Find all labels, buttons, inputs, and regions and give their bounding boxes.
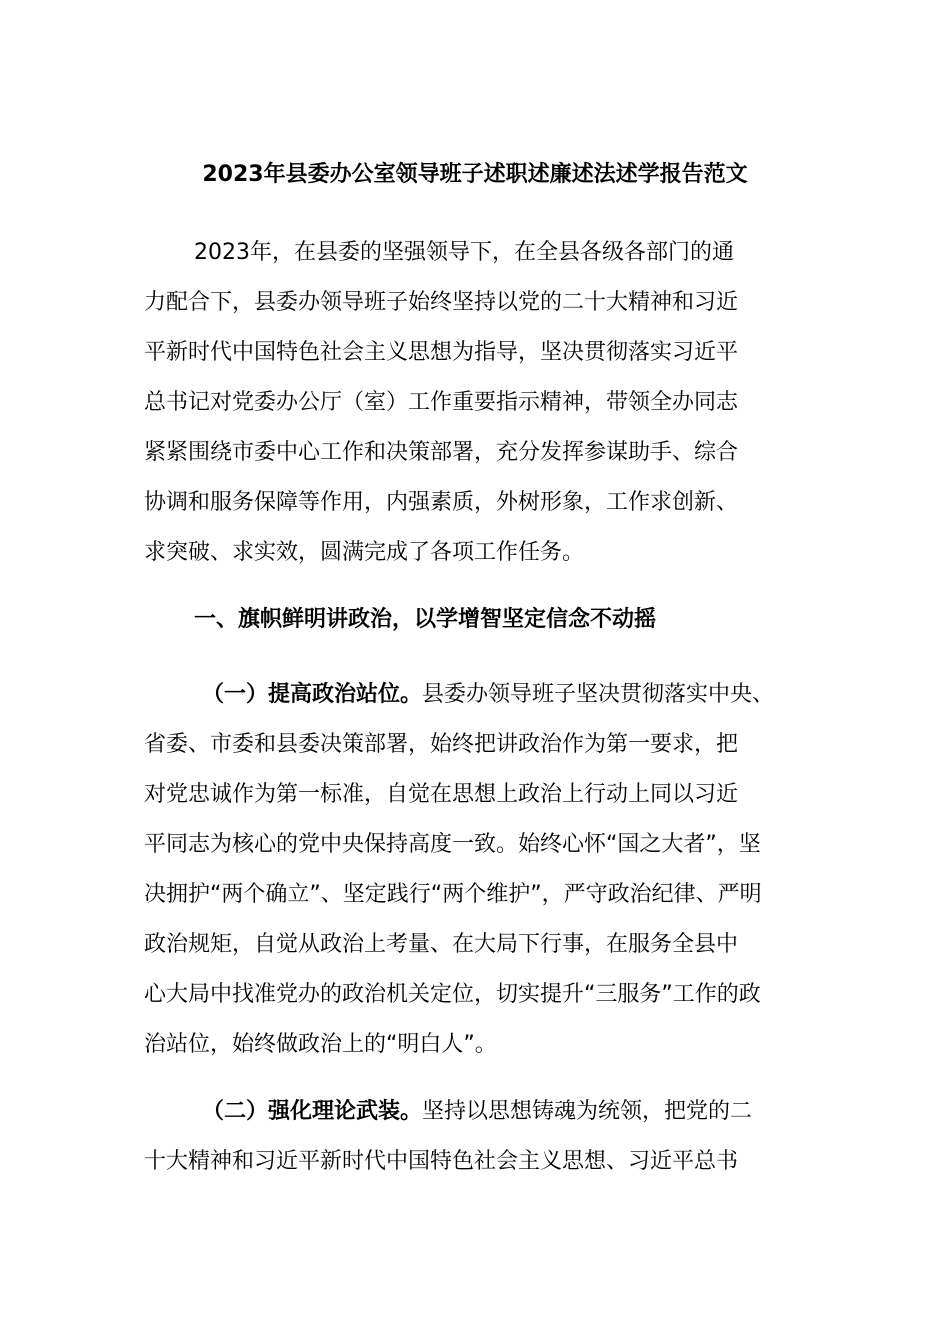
item-label: （二）强化理论武装。 <box>202 1099 423 1124</box>
paragraph-line: 治站位，始终做政治上的“明白人”。 <box>144 1032 497 1057</box>
section-heading-text: 一、旗帜鲜明讲政治，以学增智坚定信念不动摇 <box>194 607 657 632</box>
paragraph-line <box>144 1087 824 1137</box>
item-text: 县委办领导班子坚决贯彻落实中央、 <box>422 682 775 707</box>
paragraph-line: 求突破、求实效，圆满完成了各项工作任务。 <box>144 540 585 565</box>
paragraph-line: 平新时代中国特色社会主义思想为指导，坚决贯彻落实习近平 <box>144 340 739 365</box>
item-label: （一）提高政治站位。 <box>202 682 423 707</box>
paragraph-line: 决拥护“两个确立”、坚定践行“两个维护”，严守政治纪律、严明 <box>144 882 762 907</box>
paragraph-line: 对党忠诚作为第一标准，自觉在思想上政治上行动上同以习近 <box>144 782 739 807</box>
paragraph-line: 平同志为核心的党中央保持高度一致。始终心怀“国之大者”，坚 <box>144 832 761 857</box>
document-title: 2023年县委办公室领导班子述职述廉述法述学报告范文 <box>202 162 748 187</box>
paragraph-line: 十大精神和习近平新时代中国特色社会主义思想、习近平总书 <box>144 1149 739 1174</box>
paragraph-line: 政治规矩，自觉从政治上考量、在大局下行事，在服务全县中 <box>144 932 739 957</box>
paragraph-line: 2023年，在县委的坚强领导下，在全县各级各部门的通 <box>194 240 734 265</box>
paragraph-line: 力配合下，县委办领导班子始终坚持以党的二十大精神和习近 <box>144 290 739 315</box>
intro-paragraph <box>144 228 824 578</box>
section-heading <box>144 595 824 645</box>
paragraph-line: 紧紧围绕市委中心工作和决策部署，充分发挥参谋助手、综合 <box>144 440 739 465</box>
item-paragraph-1 <box>144 670 824 1070</box>
item-text: 坚持以思想铸魂为统领，把党的二 <box>422 1099 753 1124</box>
paragraph-line: 心大局中找准党办的政治机关定位，切实提升“三服务”工作的政 <box>144 982 761 1007</box>
paragraph-line: 总书记对党委办公厅（室）工作重要指示精神，带领全办同志 <box>144 390 739 415</box>
paragraph-line: 省委、市委和县委决策部署，始终把讲政治作为第一要求，把 <box>144 732 739 757</box>
paragraph-line <box>144 670 824 720</box>
paragraph-line: 协调和服务保障等作用，内强素质，外树形象，工作求创新、 <box>144 490 739 515</box>
item-paragraph-2 <box>144 1087 824 1187</box>
